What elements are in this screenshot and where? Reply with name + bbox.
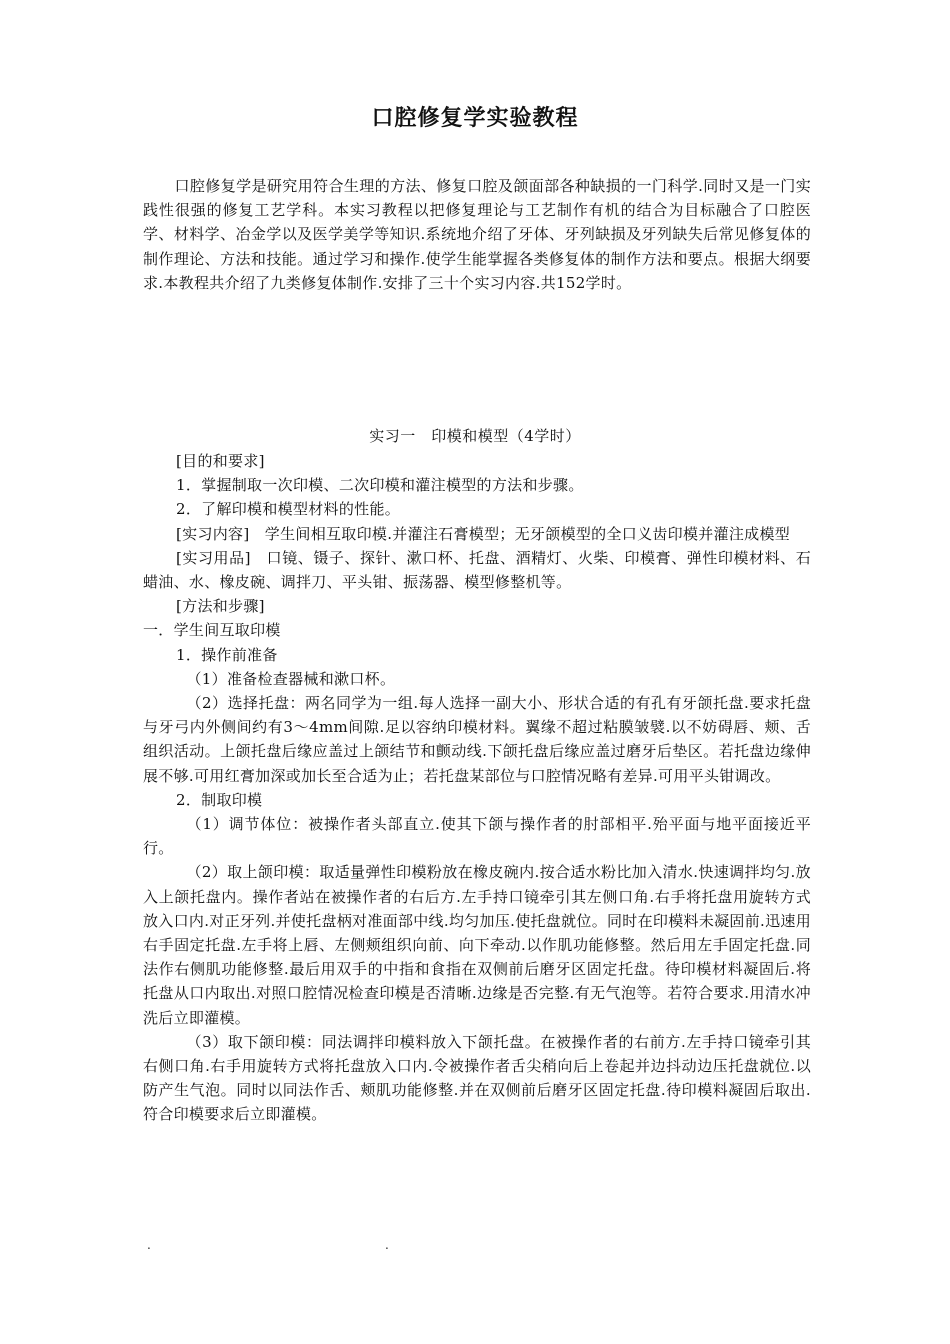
footer-mark-left: . xyxy=(147,1238,151,1252)
lab1-title: 实习一 印模和模型（4学时） xyxy=(369,427,581,445)
intro-section xyxy=(143,174,811,295)
footer-mark-right: . xyxy=(385,1238,389,1252)
document-title: 口腔修复学实验教程 xyxy=(371,105,579,131)
goal-item-1: 1．掌握制取一次印模、二次印模和灌注模型的方法和步骤。 xyxy=(176,476,584,495)
goal-heading: [目的和要求] xyxy=(176,452,265,470)
step-2-3-paragraph: （3）取下颌印模：同法调拌印模料放入下颌托盘。在被操作者的右前方.左手持口镜牵引其右侧口角.右手用旋转方式将托盘放入口内.令被操作者舌尖稍向后上卷起并边抖动边压托盘就位.以防产生气泡。同时以同法作舌、颊肌功能修整.并在双侧前后磨牙区固定托盘.待印模料凝固后取出.符合印模要求后立即灌模。 xyxy=(143,1032,811,1124)
step-1-1-paragraph: （1）准备检查器械和漱口杯。 xyxy=(186,669,396,688)
step-heading-2: 2．制取印模 xyxy=(176,790,263,809)
step-heading-1: 1．操作前准备 xyxy=(176,645,278,664)
intro-paragraph: 口腔修复学是研究用符合生理的方法、修复口腔及颌面部各种缺损的一门科学.同时又是一门实践性很强的修复工艺学科。本实习教程以把修复理论与工艺制作有机的结合为目标融合了口腔医学、材料学、冶金学以及医学美学等知识.系统地介绍了牙体、牙列缺损及牙列缺失后常见修复体的制作理论、方法和技能。通过学习和操作.使学生能掌握各类修复体的制作方法和要点。根据大纲要求.本教程共介绍了九类修复体制作.安排了三十个实习内容.共152学时。 xyxy=(143,177,811,292)
step-2-2-paragraph: （2）取上颌印模：取适量弹性印模粉放在橡皮碗内.按合适水粉比加入清水.快速调拌均匀.放入上颌托盘内。操作者站在被操作者的右后方.左手持口镜牵引其左侧口角.右手将托盘用旋转方式放入口内.对正牙列.并使托盘柄对准面部中线.均匀加压.使托盘就位。同时在印模料未凝固前.迅速用右手固定托盘.左手将上唇、左侧颊组织向前、向下牵动.以作肌功能修整。然后用左手固定托盘.同法作右侧肌功能修整.最后用双手的中指和食指在双侧前后磨牙区固定托盘。待印模材料凝固后.将托盘从口内取出.对照口腔情况检查印模是否清晰.边缘是否完整.有无气泡等。若符合要求.用清水冲洗后立即灌模。 xyxy=(143,863,811,1027)
content-paragraph: [实习内容] 学生间相互取印模.并灌注石膏模型；无牙颌模型的全口义齿印模并灌注成模型 xyxy=(176,524,791,543)
supplies-paragraph: [实习用品] 口镜、镊子、探针、漱口杯、托盘、酒精灯、火柴、印模膏、弹性印模材料、石蜡油、水、橡皮碗、调拌刀、平头钳、振荡器、模型修整机等。 xyxy=(143,548,811,592)
step-1-2-paragraph: （2）选择托盘：两名同学为一组.每人选择一副大小、形状合适的有孔有牙颌托盘.要求托盘与牙弓内外侧间约有3～4mm间隙.足以容纳印模材料。翼缘不超过粘膜皱襞.以不妨碍唇、颊、舌组织活动。上颌托盘后缘应盖过上颌结节和颤动线.下颌托盘后缘应盖过磨牙后垫区。若托盘边缘伸展不够.可用红膏加深或加长至合适为止；若托盘某部位与口腔情况略有差异.可用平头钳调改。 xyxy=(143,694,811,785)
goal-item-2: 2．了解印模和模型材料的性能。 xyxy=(176,500,401,519)
method-heading: [方法和步骤] xyxy=(176,597,265,616)
step-2-1-paragraph: （1）调节体位：被操作者头部直立.使其下颌与操作者的肘部相平.殆平面与地平面接近平行。 xyxy=(143,815,811,858)
section-heading-1: 一．学生间互取印模 xyxy=(143,621,281,640)
lab1-body xyxy=(143,449,811,1127)
